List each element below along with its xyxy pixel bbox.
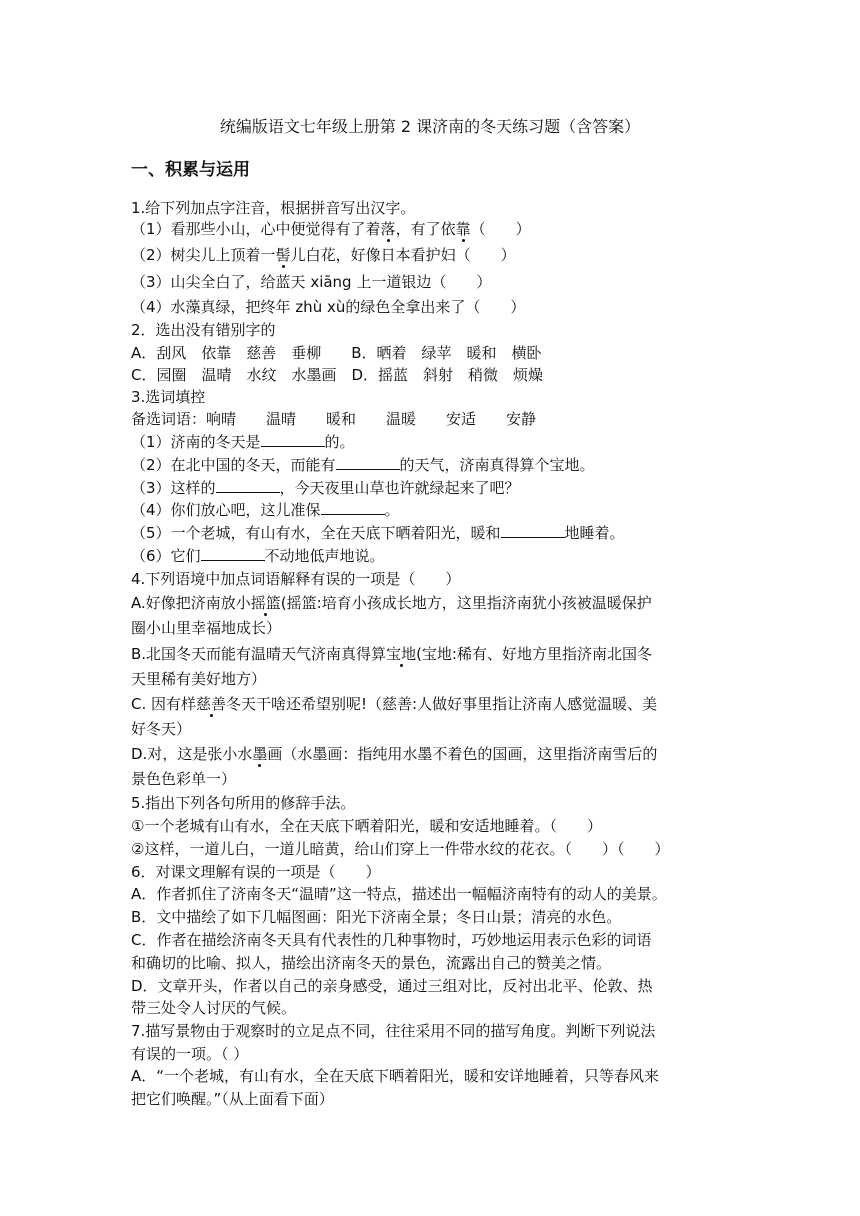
q1-item-2: （2）树尖儿上顶着一髻儿白花，好像日本看护妇（ ）: [131, 246, 516, 264]
q2-stem: 2．选出没有错别字的: [131, 321, 276, 339]
q6-option-d-line-1: D．文章开头，作者以自己的亲身感受，通过三组对比，反衬出北平、伦敦、热: [131, 977, 653, 995]
q3-item-5: （5）一个老城，有山有水，全在天底下晒着阳光，暖和 地睡着。: [131, 524, 625, 542]
q6-option-c-line-1: C．作者在描绘济南冬天具有代表性的几种事物时，巧妙地运用表示色彩的词语: [131, 931, 652, 949]
q6-option-d-line-2: 带三处令人讨厌的气候。: [131, 999, 297, 1017]
q3-item-4: （4）你们放心吧，这儿准保 。: [131, 501, 400, 519]
dotted-word: 摇篮: [250, 594, 281, 612]
answer-blank[interactable]: [261, 432, 325, 447]
q1-item-1: （1）看那些小山，心中便觉得有了着落，有了依靠（ ）: [131, 220, 531, 238]
q4-option-a-line-1: A.好像把济南放小摇篮(摇篮:培育小孩成长地方，这里指济南犹小孩被温暖保护: [131, 594, 652, 612]
section-heading: 一、积累与运用: [131, 160, 250, 180]
q2-options-row-2: C．园圈 温晴 水纹 水墨画 D．摇蓝 斜射 稍微 烦燥: [131, 366, 544, 384]
dotted-char: 落: [380, 220, 396, 238]
q4-option-d-line-2: 景色色彩单一）: [131, 770, 237, 788]
q7-option-a-line-1: A．“一个老城，有山有水，全在天底下晒着阳光，暖和安详地睡着，只等春风来: [131, 1067, 660, 1085]
q6-option-a: A．作者抓住了济南冬天“温晴”这一特点，描述出一幅幅济南特有的动人的美景。: [131, 885, 667, 903]
q7-stem-line-2: 有误的一项。（ ）: [131, 1045, 249, 1063]
q4-option-c-line-1: C. 因有样慈善冬天干啥还希望别呢!（慈善:人做好事里指让济南人感觉温暖、美: [131, 695, 658, 713]
page-title: 统编版语文七年级上册第 2 课济南的冬天练习题（含答案）: [219, 117, 641, 136]
q3-stem: 3.选词填控: [131, 388, 206, 406]
q6-option-c-line-2: 和确切的比喻、拟人，描绘出济南冬天的景色，流露出自己的赞美之情。: [131, 954, 612, 972]
dotted-word: 慈善: [196, 695, 227, 713]
answer-blank[interactable]: [216, 478, 280, 493]
q4-option-d-line-1: D.对，这是张小水墨画（水墨画：指纯用水墨不着色的国画，这里指济南雪后的: [131, 745, 658, 763]
q4-option-a-line-2: 圈小山里幸福地成长）: [131, 619, 282, 637]
answer-blank[interactable]: [501, 523, 565, 538]
dotted-word: 宝地: [386, 645, 417, 663]
answer-blank[interactable]: [321, 500, 385, 515]
q1-stem: 1.给下列加点字注音，根据拼音写出汉字。: [131, 199, 416, 217]
q4-option-b-line-2: 天里稀有美好地方）: [131, 670, 267, 688]
q4-stem: 4.下列语境中加点词语解释有误的一项是（ ）: [131, 570, 461, 588]
q1-item-4: （4）水藻真绿，把终年 zhù xù的绿色全拿出来了（ ）: [131, 298, 526, 316]
dotted-char: 靠: [455, 220, 471, 238]
q5-stem: 5.指出下列各句所用的修辞手法。: [131, 794, 356, 812]
q6-stem: 6．对课文理解有误的一项是（ ）: [131, 863, 381, 881]
answer-blank[interactable]: [201, 546, 265, 561]
q2-options-row-1: A．刮风 依靠 慈善 垂柳 B．晒着 绿苹 暖和 横卧: [131, 344, 542, 362]
q3-item-2: （2）在北中国的冬天，而能有 的天气，济南真得算个宝地。: [131, 456, 595, 474]
q7-option-a-line-2: 把它们唤醒。”（从上面看下面）: [131, 1090, 334, 1108]
q3-item-6: （6）它们 不动地低声地说。: [131, 547, 385, 565]
dotted-word: 水墨画: [237, 745, 283, 763]
q4-option-c-line-2: 好冬天）: [131, 720, 192, 738]
dotted-char: 髻: [275, 246, 291, 264]
q7-stem-line-1: 7.描写景物由于观察时的立足点不同，往往采用不同的描写角度。判断下列说法: [131, 1022, 656, 1040]
q3-item-1: （1）济南的冬天是 的。: [131, 433, 355, 451]
q3-word-bank: 备选词语：响晴 温晴 暖和 温暖 安适 安静: [131, 410, 537, 428]
q4-option-b-line-1: B.北国冬天而能有温晴天气济南真得算宝地(宝地:稀有、好地方里指济南北国冬: [131, 645, 652, 663]
answer-blank[interactable]: [336, 455, 400, 470]
q5-item-2: ②这样，一道儿白，一道儿暗黄，给山们穿上一件带水纹的花衣。（ ）（ ）: [131, 840, 670, 858]
q5-item-1: ①一个老城有山有水，全在天底下晒着阳光，暖和安适地睡着。（ ）: [131, 817, 602, 835]
q3-item-3: （3）这样的 ，今天夜里山草也许就绿起来了吧？: [131, 479, 520, 497]
q1-item-3: （3）山尖全白了，给蓝天 xiāng 上一道银边（ ）: [131, 273, 492, 291]
q6-option-b: B．文中描绘了如下几幅图画：阳光下济南全景；冬日山景；清亮的水色。: [131, 908, 622, 926]
